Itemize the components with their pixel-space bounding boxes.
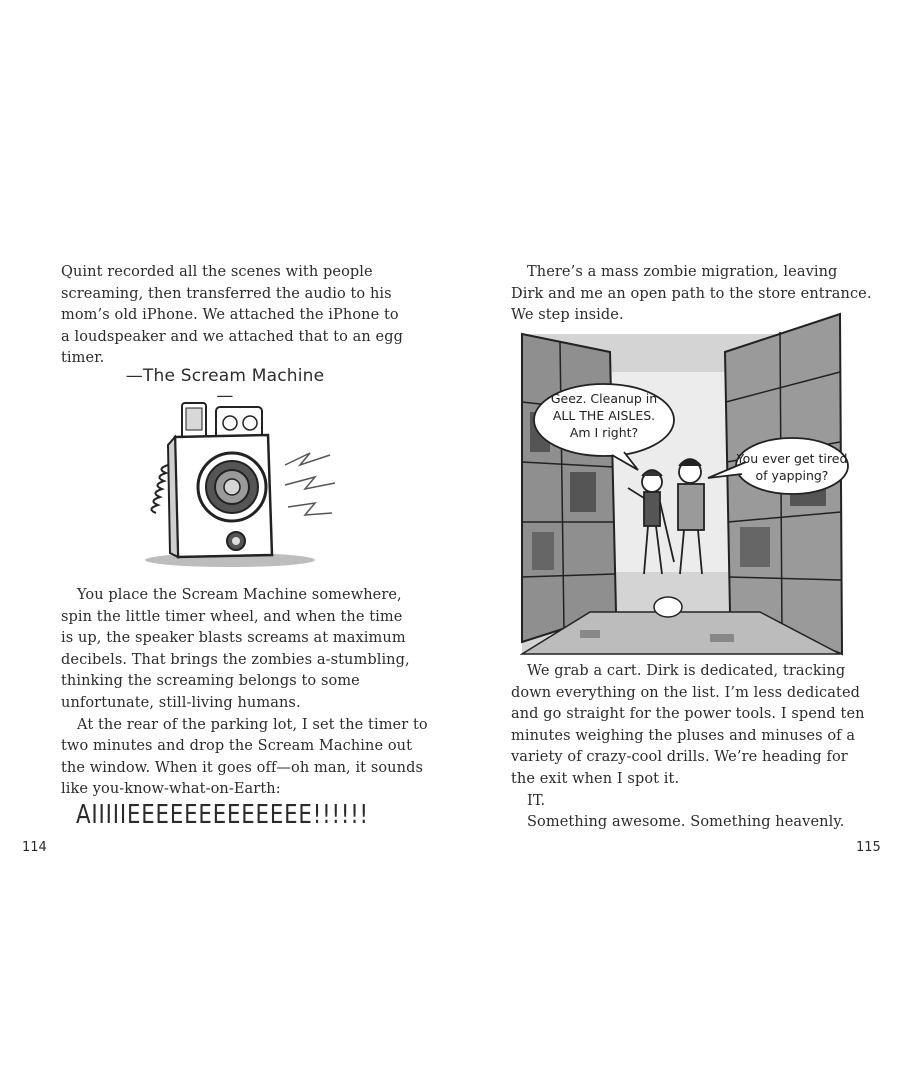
text-line: timer.	[61, 350, 105, 367]
page-number-left: 114	[22, 840, 47, 855]
left-paragraph-2	[61, 585, 428, 801]
bubble-line: Geez. Cleanup in	[550, 391, 658, 406]
bubble-line: ALL THE AISLES.	[552, 408, 656, 423]
bubble-line: You ever get tired	[736, 451, 848, 466]
text-line: You place the Scream Machine somewhere,	[77, 587, 402, 603]
text-line: decibels. That brings the zombies a-stumbling,	[61, 651, 410, 668]
text-line: At the rear of the parking lot, I set the timer to	[77, 716, 428, 733]
text-line: the exit when I spot it.	[511, 770, 680, 787]
right-paragraph-2	[511, 661, 865, 834]
text-line: Quint recorded all the scenes with people	[61, 264, 373, 280]
page-number-right: 115	[856, 840, 881, 855]
text-line: Something awesome. Something heavenly.	[527, 814, 845, 831]
left-paragraph-1	[61, 262, 403, 370]
text-line: There’s a mass zombie migration, leaving	[527, 264, 838, 280]
text-line: We step inside.	[511, 307, 624, 324]
text-line: screaming, then transferred the audio to his	[61, 285, 392, 302]
bubble-line: Am I right?	[569, 425, 639, 440]
bubble-line: of yapping?	[755, 468, 829, 483]
figure-caption: —The Scream Machine—	[125, 366, 325, 406]
text-line: the window. When it goes off—oh man, it sounds	[61, 759, 423, 776]
text-line: mom’s old iPhone. We attached the iPhone to	[61, 307, 399, 324]
text-line: minutes weighing the pluses and minuses of a	[511, 727, 856, 744]
text-line: a loudspeaker and we attached that to an egg	[61, 328, 403, 345]
text-line: IT.	[527, 792, 546, 809]
text-line: Dirk and me an open path to the store entrance.	[511, 285, 872, 302]
text-line: down everything on the list. I’m less dedicated	[511, 684, 861, 701]
text-line: two minutes and drop the Scream Machine out	[61, 738, 413, 755]
text-line: thinking the screaming belongs to some	[61, 673, 360, 690]
text-line: variety of crazy-cool drills. We’re heading for	[511, 749, 848, 766]
text-line: We grab a cart. Dirk is dedicated, tracking	[527, 663, 846, 679]
text-line: unfortunate, still-living humans.	[61, 694, 301, 711]
scream-sound-effect: AIIIIIEEEEEEEEEEEEE!!!!!!	[76, 800, 369, 830]
text-line: spin the little timer wheel, and when the time	[61, 608, 403, 625]
text-line: and go straight for the power tools. I spend ten	[511, 706, 865, 723]
store-interior-illustration	[520, 312, 850, 658]
text-line: like you-know-what-on-Earth:	[61, 781, 281, 798]
text-line: is up, the speaker blasts screams at maximum	[61, 630, 406, 647]
scream-machine-illustration	[140, 395, 340, 575]
